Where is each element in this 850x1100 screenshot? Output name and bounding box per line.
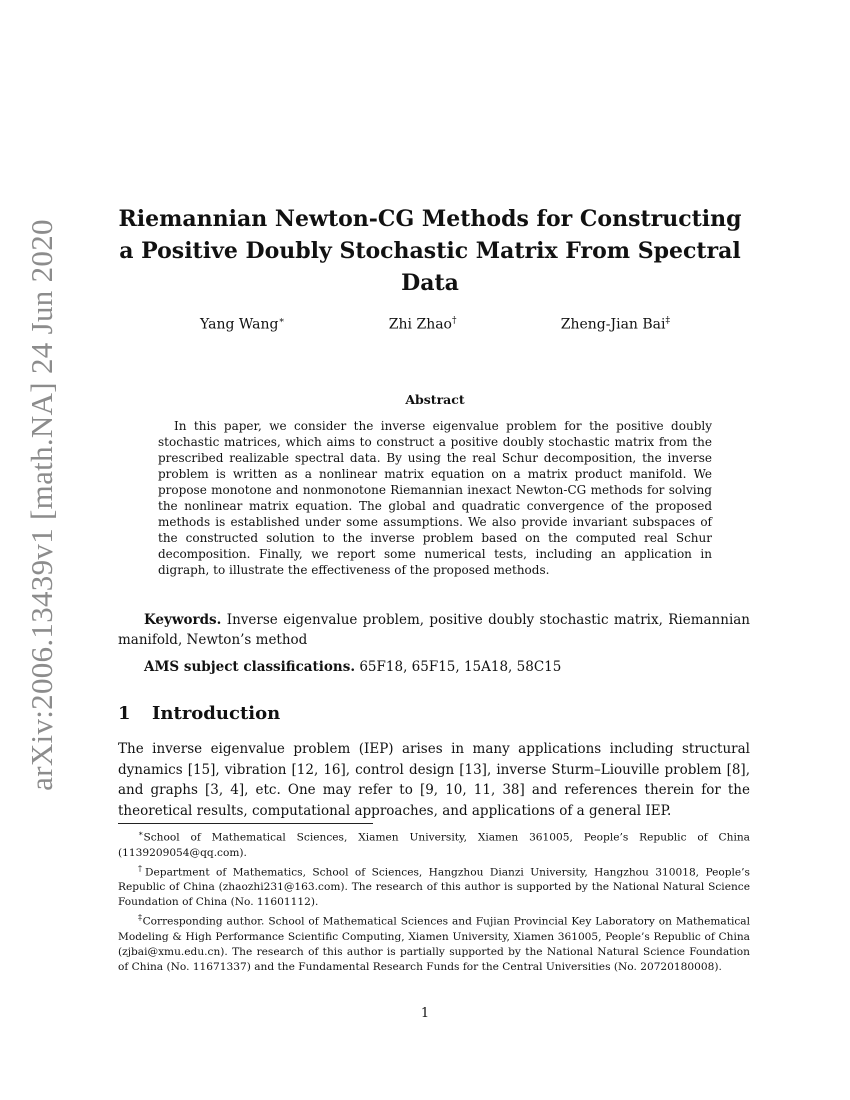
footnote-rule (118, 823, 373, 824)
footnote: ∗School of Mathematical Sciences, Xiamen University, Xiamen 361005, People’s Republic of China (1139209054@qq.com). (118, 829, 750, 859)
footnote: ‡Corresponding author. School of Mathematical Sciences and Fujian Provincial Key Laboratory on Mathematical Modeling & High Performance Scientific Computing, Xiamen University, Xiamen 361005, People’s Republic of China (zjbai@xmu.edu.cn). The research of this author is partially supported by the National Natural Science Foundation of China (No. 11671337) and the Fundamental Research Funds for the Central Universities (No. 20720180008). (118, 913, 751, 973)
ams-label: AMS subject classifications. (144, 659, 356, 675)
author-list (200, 316, 670, 333)
page-number: 1 (420, 1006, 430, 1021)
paper-title: Riemannian Newton-CG Methods for Constructing a Positive Doubly Stochastic Matrix From Spectral Data (118, 206, 742, 296)
ams-text: 65F18, 65F15, 15A18, 58C15 (359, 659, 562, 675)
footnote: †Department of Mathematics, School of Sciences, Hangzhou Dianzi University, Hangzhou 310018, People’s Republic of China (zhaozhi231@163.com). The research of this author is supported by the National Natural Science Foundation of China (No. 11601112). (118, 863, 750, 909)
author: Zheng-Jian Bai‡ (560, 316, 670, 333)
keywords-text: Inverse eigenvalue problem, positive doubly stochastic matrix, Riemannian manifold, Newton’s method (118, 612, 751, 648)
abstract-heading: Abstract (405, 392, 465, 407)
keywords-label: Keywords. (144, 612, 222, 628)
section-number: 1 (118, 703, 131, 724)
arxiv-id: arXiv:2006.13439v1 [math.NA] 24 Jun 2020 (24, 219, 60, 791)
author: Zhi Zhao† (388, 316, 457, 333)
footnotes (118, 826, 750, 975)
arxiv-stamp (12, 210, 72, 800)
section-title: Introduction (152, 703, 281, 724)
author: Yang Wang∗ (200, 316, 285, 333)
abstract-text: In this paper, we consider the inverse eigenvalue problem for the positive doubly stochastic matrices, which aims to construct a positive doubly stochastic matrix from the prescribed realizable spectral data. By using the real Schur decomposition, the inverse problem is written as a nonlinear matrix equation on a matrix product manifold. We propose monotone and nonmonotone Riemannian inexact Newton-CG methods for solving the nonlinear matrix equation. The global and quadratic convergence of the proposed methods is established under some assumptions. We also provide invariant subspaces of the constructed solution to the inverse problem based on the computed real Schur decomposition. Finally, we report some numerical tests, including an application in digraph, to illustrate the effectiveness of the proposed methods. (158, 419, 712, 577)
intro-paragraph: The inverse eigenvalue problem (IEP) arises in many applications including structural dynamics [15], vibration [12, 16], control design [13], inverse Sturm–Liouville problem [8], and graphs [3, 4], etc. One may refer to [9, 10, 11, 38] and references therein for the theoretical results, computational approaches, and applications of a general IEP. (118, 741, 750, 819)
section-heading (118, 703, 280, 724)
keywords (118, 610, 750, 650)
ams-classifications (144, 659, 744, 675)
